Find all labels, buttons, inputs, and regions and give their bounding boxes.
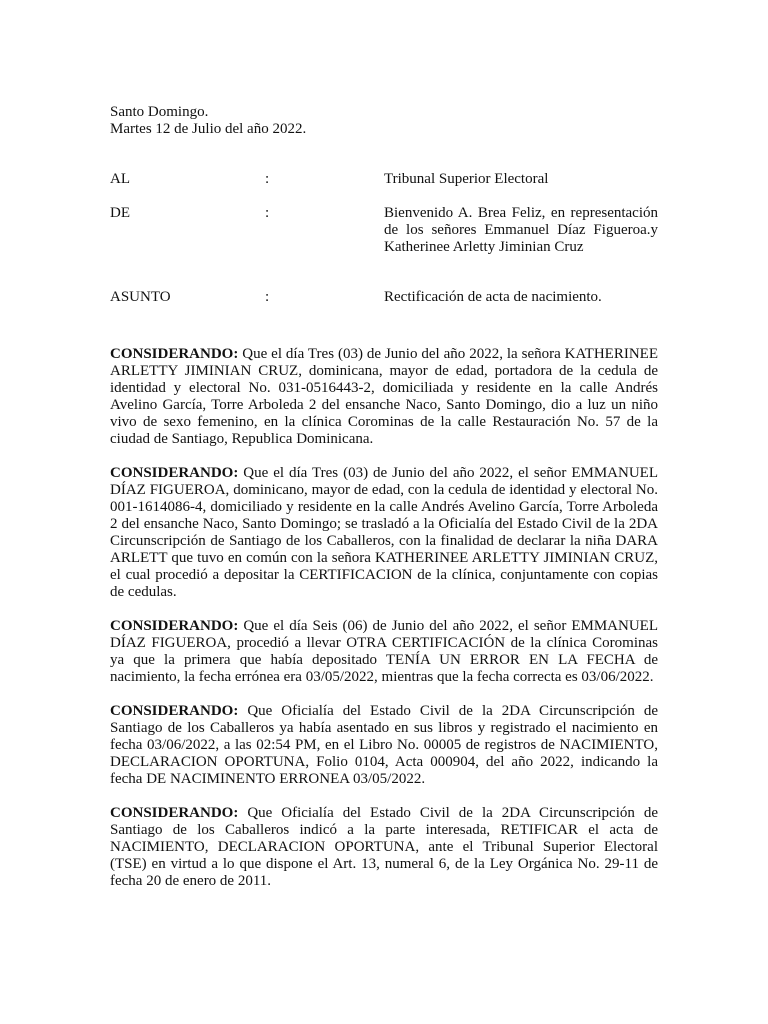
memo-header xyxy=(110,171,658,306)
memo-to-row xyxy=(110,171,658,188)
considerando-paragraph-2 xyxy=(110,465,658,601)
considerando-text: Que Oficialía del Estado Civil de la 2DA Circunscripción de Santiago de los Caballeros indicó a la parte interesada, RETIFICAR el acta de NACIMIENTO, DECLARACION OPORTUNA, ante el Tribunal Superior Electoral (TSE) en virtud a lo que dispone el Art. 13, numeral 6, de la Ley Orgánica No. 29-11 de fecha 20 de enero de 2011. xyxy=(110,805,658,889)
memo-to-label: AL xyxy=(110,171,130,187)
considerando-paragraph-1 xyxy=(110,346,658,448)
memo-from-value: Bienvenido A. Brea Feliz, en representación de los señores Emmanuel Díaz Figueroa.y Katherinee Arletty Jiminian Cruz xyxy=(384,205,658,255)
place-date-block xyxy=(110,104,658,138)
considerando-text: Que el día Tres (03) de Junio del año 2022, el señor EMMANUEL DÍAZ FIGUEROA, dominicano, mayor de edad, con la cedula de identidad y electoral No. 001-1614086-4, domiciliado y residente en la calle Andrés Avelino García, Torre Arboleda 2 del ensanche Naco, Santo Domingo; se trasladó a la Oficialía del Estado Civil de la 2DA Circunscripción de Santiago de los Caballeros, con la finalidad de declarar la niña DARA ARLETT que tuvo en común con la señora KATHERINEE ARLETTY JIMINIAN CRUZ, el cual procedió a depositar la CERTIFICACION de la clínica, conjuntamente con copias de cedulas. xyxy=(110,465,658,600)
considerando-lead: CONSIDERANDO: xyxy=(110,465,239,481)
memo-from-colon: : xyxy=(265,205,270,221)
document-page xyxy=(110,104,658,907)
considerando-paragraph-5 xyxy=(110,805,658,890)
considerando-lead: CONSIDERANDO: xyxy=(110,805,239,821)
memo-from-label: DE xyxy=(110,205,130,221)
memo-subject-colon: : xyxy=(265,289,270,305)
considerando-text: Que el día Tres (03) de Junio del año 2022, la señora KATHERINEE ARLETTY JIMINIAN CRUZ, dominicana, mayor de edad, portadora de la cedula de identidad y electoral No. 031-0516443-2, domiciliada y residente en la calle Andrés Avelino García, Torre Arboleda 2 del ensanche Naco, Santo Domingo, dio a luz un niño vivo de sexo femenino, en la clínica Corominas de la calle Restauración No. 57 de la ciudad de Santiago, Republica Dominicana. xyxy=(110,346,658,447)
memo-subject-row xyxy=(110,289,658,306)
memo-subject-value: Rectificación de acta de nacimiento. xyxy=(384,289,602,305)
considerando-lead: CONSIDERANDO: xyxy=(110,618,239,634)
place-line: Santo Domingo. xyxy=(110,104,209,120)
considerando-text: Que Oficialía del Estado Civil de la 2DA Circunscripción de Santiago de los Caballeros ya había asentado en sus libros y registrado el nacimiento en fecha 03/06/2022, a las 02:54 PM, en el Libro No. 00005 de registros de NACIMIENTO, DECLARACION OPORTUNA, Folio 0104, Acta 000904, del año 2022, indicando la fecha DE NACIMINENTO ERRONEA 03/05/2022. xyxy=(110,703,658,787)
memo-from-row xyxy=(110,205,658,256)
memo-subject-label: ASUNTO xyxy=(110,289,171,305)
considerando-lead: CONSIDERANDO: xyxy=(110,346,239,362)
memo-to-value: Tribunal Superior Electoral xyxy=(384,171,549,187)
considerando-lead: CONSIDERANDO: xyxy=(110,703,239,719)
memo-to-colon: : xyxy=(265,171,270,187)
considerando-section xyxy=(110,346,658,890)
considerando-text: Que el día Seis (06) de Junio del año 2022, el señor EMMANUEL DÍAZ FIGUEROA, procedió a llevar OTRA CERTIFICACIÓN de la clínica Corominas ya que la primera que había depositado TENÍA UN ERROR EN LA FECHA de nacimiento, la fecha errónea era 03/05/2022, mientras que la fecha correcta es 03/06/2022. xyxy=(110,618,658,685)
date-line: Martes 12 de Julio del año 2022. xyxy=(110,121,307,137)
considerando-paragraph-4 xyxy=(110,703,658,788)
considerando-paragraph-3 xyxy=(110,618,658,686)
